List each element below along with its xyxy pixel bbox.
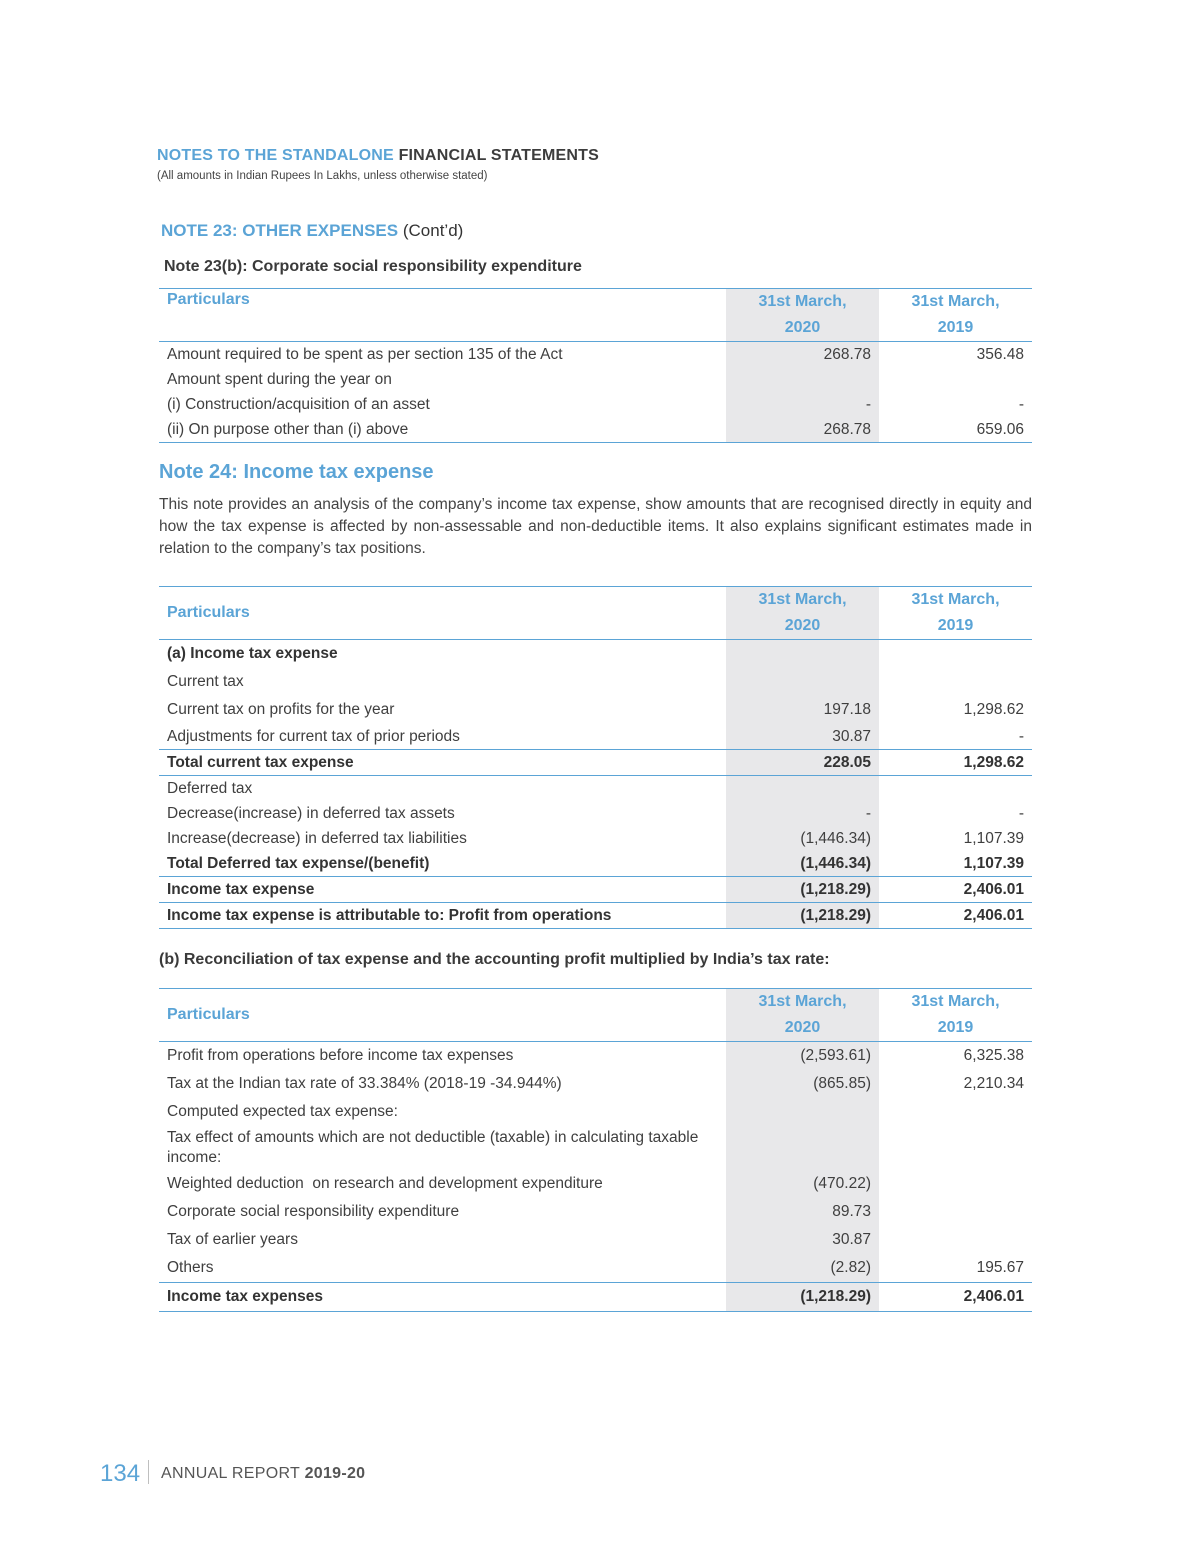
table-row	[159, 1226, 1032, 1254]
row-value-2019: -	[1018, 804, 1024, 822]
header-2020	[726, 989, 879, 1042]
row-value-2020: (2.82)	[726, 1254, 879, 1283]
row-label: Tax of earlier years	[167, 1231, 298, 1248]
note23-suffix: (Cont’d)	[402, 221, 464, 240]
row-label: Others	[167, 1259, 214, 1276]
row-label: Corporate social responsibility expenditure	[167, 1203, 460, 1220]
row-value-2020: 30.87	[726, 1226, 879, 1254]
header-particulars: Particulars	[159, 587, 726, 640]
row-label: Total Deferred tax expense/(benefit)	[159, 851, 726, 877]
row-value-2020: 30.87	[726, 724, 879, 750]
row-value-2019: 2,210.34	[963, 1075, 1024, 1092]
row-value-2019	[879, 1198, 1032, 1226]
row-label: Amount required to be spent as per section 135 of the Act	[167, 345, 563, 363]
row-value-2020: 268.78	[726, 417, 879, 443]
header-2019-line2: 2019	[937, 319, 974, 336]
page-number: 134	[100, 1460, 141, 1487]
table-row	[159, 826, 1032, 851]
row-label: (a) Income tax expense	[167, 645, 338, 662]
page-header-subtitle: (All amounts in Indian Rupees In Lakhs, unless otherwise stated)	[157, 170, 488, 182]
row-label: Tax at the Indian tax rate of 33.384% (2018-19 -34.944%)	[167, 1075, 562, 1092]
page-header-title	[157, 147, 599, 165]
row-label: Adjustments for current tax of prior periods	[167, 727, 460, 745]
header-2019	[879, 989, 1032, 1042]
row-value-2019	[879, 1170, 1032, 1198]
footer-report	[161, 1465, 365, 1482]
table-row	[159, 696, 1032, 724]
table-row	[159, 801, 1032, 826]
table-row-total	[159, 877, 1032, 903]
header-2020	[726, 587, 879, 640]
row-value-2020: 89.73	[726, 1198, 879, 1226]
header-title-blue: NOTES TO THE STANDALONE	[157, 147, 394, 164]
row-value-2020: (470.22)	[726, 1170, 879, 1198]
row-label: Current tax on profits for the year	[167, 701, 395, 718]
table-row	[159, 367, 1032, 392]
row-label: Decrease(increase) in deferred tax assets	[167, 804, 455, 822]
table-row-total	[159, 750, 1032, 776]
row-value-2019: 659.06	[879, 417, 1032, 443]
note24-paragraph: This note provides an analysis of the company’s income tax expense, show amounts that are recognised directly in equity and how the tax expense is affected by non-assessable and non-deductible items. It also explains significant estimates made in relation to the company’s tax positions.	[159, 496, 1032, 557]
row-value-2019: 1,107.39	[879, 851, 1032, 877]
row-value-2019: 2,406.01	[879, 877, 1032, 903]
header-particulars: Particulars	[159, 289, 726, 342]
reconciliation-table	[159, 988, 1032, 1312]
table-row	[159, 724, 1032, 750]
row-value-2020: -	[726, 801, 879, 826]
table-header-row	[159, 587, 1032, 640]
page-footer	[100, 1460, 365, 1488]
row-label: Computed expected tax expense:	[167, 1103, 398, 1120]
table-row	[159, 1070, 1032, 1098]
table-row-total	[159, 903, 1032, 929]
row-value-2020: (1,218.29)	[726, 1283, 879, 1312]
row-value-2019: 2,406.01	[879, 903, 1032, 929]
row-value-2020: (2,593.61)	[726, 1042, 879, 1071]
row-value-2020: (1,218.29)	[726, 877, 879, 903]
table-row	[159, 776, 1032, 802]
header-2019-line1: 31st March,	[911, 293, 1000, 310]
header-2019	[879, 587, 1032, 640]
note23b-title: Note 23(b): Corporate social responsibility expenditure	[164, 258, 582, 275]
row-value-2020	[726, 776, 879, 802]
note24-title: Note 24: Income tax expense	[159, 461, 434, 483]
table-row	[159, 1126, 1032, 1170]
header-2019-line2: 2019	[937, 617, 974, 634]
row-value-2019: 2,406.01	[879, 1283, 1032, 1312]
reconciliation-title: (b) Reconciliation of tax expense and the accounting profit multiplied by India’s tax rate:	[159, 951, 830, 968]
header-2019	[879, 289, 1032, 342]
row-label: Income tax expense	[159, 877, 726, 903]
row-value-2019	[879, 367, 1032, 392]
row-value-2019: -	[1018, 395, 1024, 413]
table-row	[159, 342, 1032, 368]
row-value-2019: 195.67	[976, 1259, 1024, 1276]
row-value-2019: 1,298.62	[879, 750, 1032, 776]
income-tax-table	[159, 586, 1032, 929]
row-value-2020: 197.18	[726, 696, 879, 724]
row-label: Current tax	[167, 673, 244, 690]
row-value-2020: (865.85)	[726, 1070, 879, 1098]
row-label: Total current tax expense	[159, 750, 726, 776]
row-value-2020	[726, 1098, 879, 1126]
row-value-2019: 6,325.38	[963, 1047, 1024, 1064]
row-value-2019: -	[1018, 727, 1024, 745]
row-value-2019	[879, 1098, 1032, 1126]
csr-table	[159, 288, 1032, 443]
table-row	[159, 1042, 1032, 1071]
row-value-2020: (1,218.29)	[726, 903, 879, 929]
header-2020-line2: 2020	[784, 1019, 821, 1036]
row-value-2019: 1,298.62	[963, 701, 1024, 718]
row-label: Deferred tax	[167, 779, 253, 797]
table-row-total	[159, 1283, 1032, 1312]
row-value-2019	[879, 776, 1032, 802]
header-particulars: Particulars	[159, 989, 726, 1042]
row-value-2020: 228.05	[726, 750, 879, 776]
table-row	[159, 640, 1032, 669]
header-2020-line1: 31st March,	[758, 293, 847, 310]
note23-heading	[161, 221, 463, 241]
header-2019-line1: 31st March,	[911, 591, 1000, 608]
row-label: Income tax expense is attributable to: Profit from operations	[159, 903, 726, 929]
row-value-2019	[879, 640, 1032, 669]
row-value-2020	[726, 367, 879, 392]
table-row	[159, 392, 1032, 417]
table-row	[159, 668, 1032, 696]
header-2020-line2: 2020	[784, 319, 821, 336]
row-value-2019	[879, 1126, 1032, 1170]
row-value-2020	[726, 640, 879, 669]
table-row-total	[159, 851, 1032, 877]
header-2020-line1: 31st March,	[758, 993, 847, 1010]
row-value-2020: (1,446.34)	[726, 851, 879, 877]
row-label: Amount spent during the year on	[167, 370, 392, 388]
header-2020-line1: 31st March,	[758, 591, 847, 608]
footer-report-label: ANNUAL REPORT	[161, 1465, 300, 1482]
header-2020	[726, 289, 879, 342]
header-2019-line2: 2019	[937, 1019, 974, 1036]
row-label: Profit from operations before income tax expenses	[167, 1047, 514, 1064]
row-value-2020	[726, 668, 879, 696]
note23-title: NOTE 23: OTHER EXPENSES	[161, 221, 399, 240]
row-value-2019	[879, 1226, 1032, 1254]
row-value-2019: 1,107.39	[963, 829, 1024, 847]
header-2019-line1: 31st March,	[911, 993, 1000, 1010]
row-label: Income tax expenses	[159, 1283, 726, 1312]
row-value-2019	[879, 668, 1032, 696]
row-label: (ii) On purpose other than (i) above	[159, 417, 726, 443]
table-row	[159, 1170, 1032, 1198]
row-value-2020: 268.78	[726, 342, 879, 368]
footer-report-year: 2019-20	[304, 1465, 366, 1482]
row-label: Weighted deduction on research and development expenditure	[167, 1175, 603, 1192]
table-row	[159, 1198, 1032, 1226]
table-row	[159, 417, 1032, 443]
table-header-row	[159, 289, 1032, 342]
row-value-2020	[726, 1126, 879, 1170]
row-value-2019: 356.48	[976, 345, 1024, 363]
row-value-2020: (1,446.34)	[726, 826, 879, 851]
table-header-row	[159, 989, 1032, 1042]
header-title-dark: FINANCIAL STATEMENTS	[398, 147, 599, 164]
row-label: Tax effect of amounts which are not deductible (taxable) in calculating taxable income:	[167, 1129, 699, 1166]
header-2020-line2: 2020	[784, 617, 821, 634]
table-row	[159, 1254, 1032, 1283]
row-label: Increase(decrease) in deferred tax liabilities	[167, 829, 467, 847]
footer-divider	[148, 1460, 149, 1484]
table-row	[159, 1098, 1032, 1126]
row-value-2020: -	[726, 392, 879, 417]
row-label: (i) Construction/acquisition of an asset	[167, 395, 430, 413]
